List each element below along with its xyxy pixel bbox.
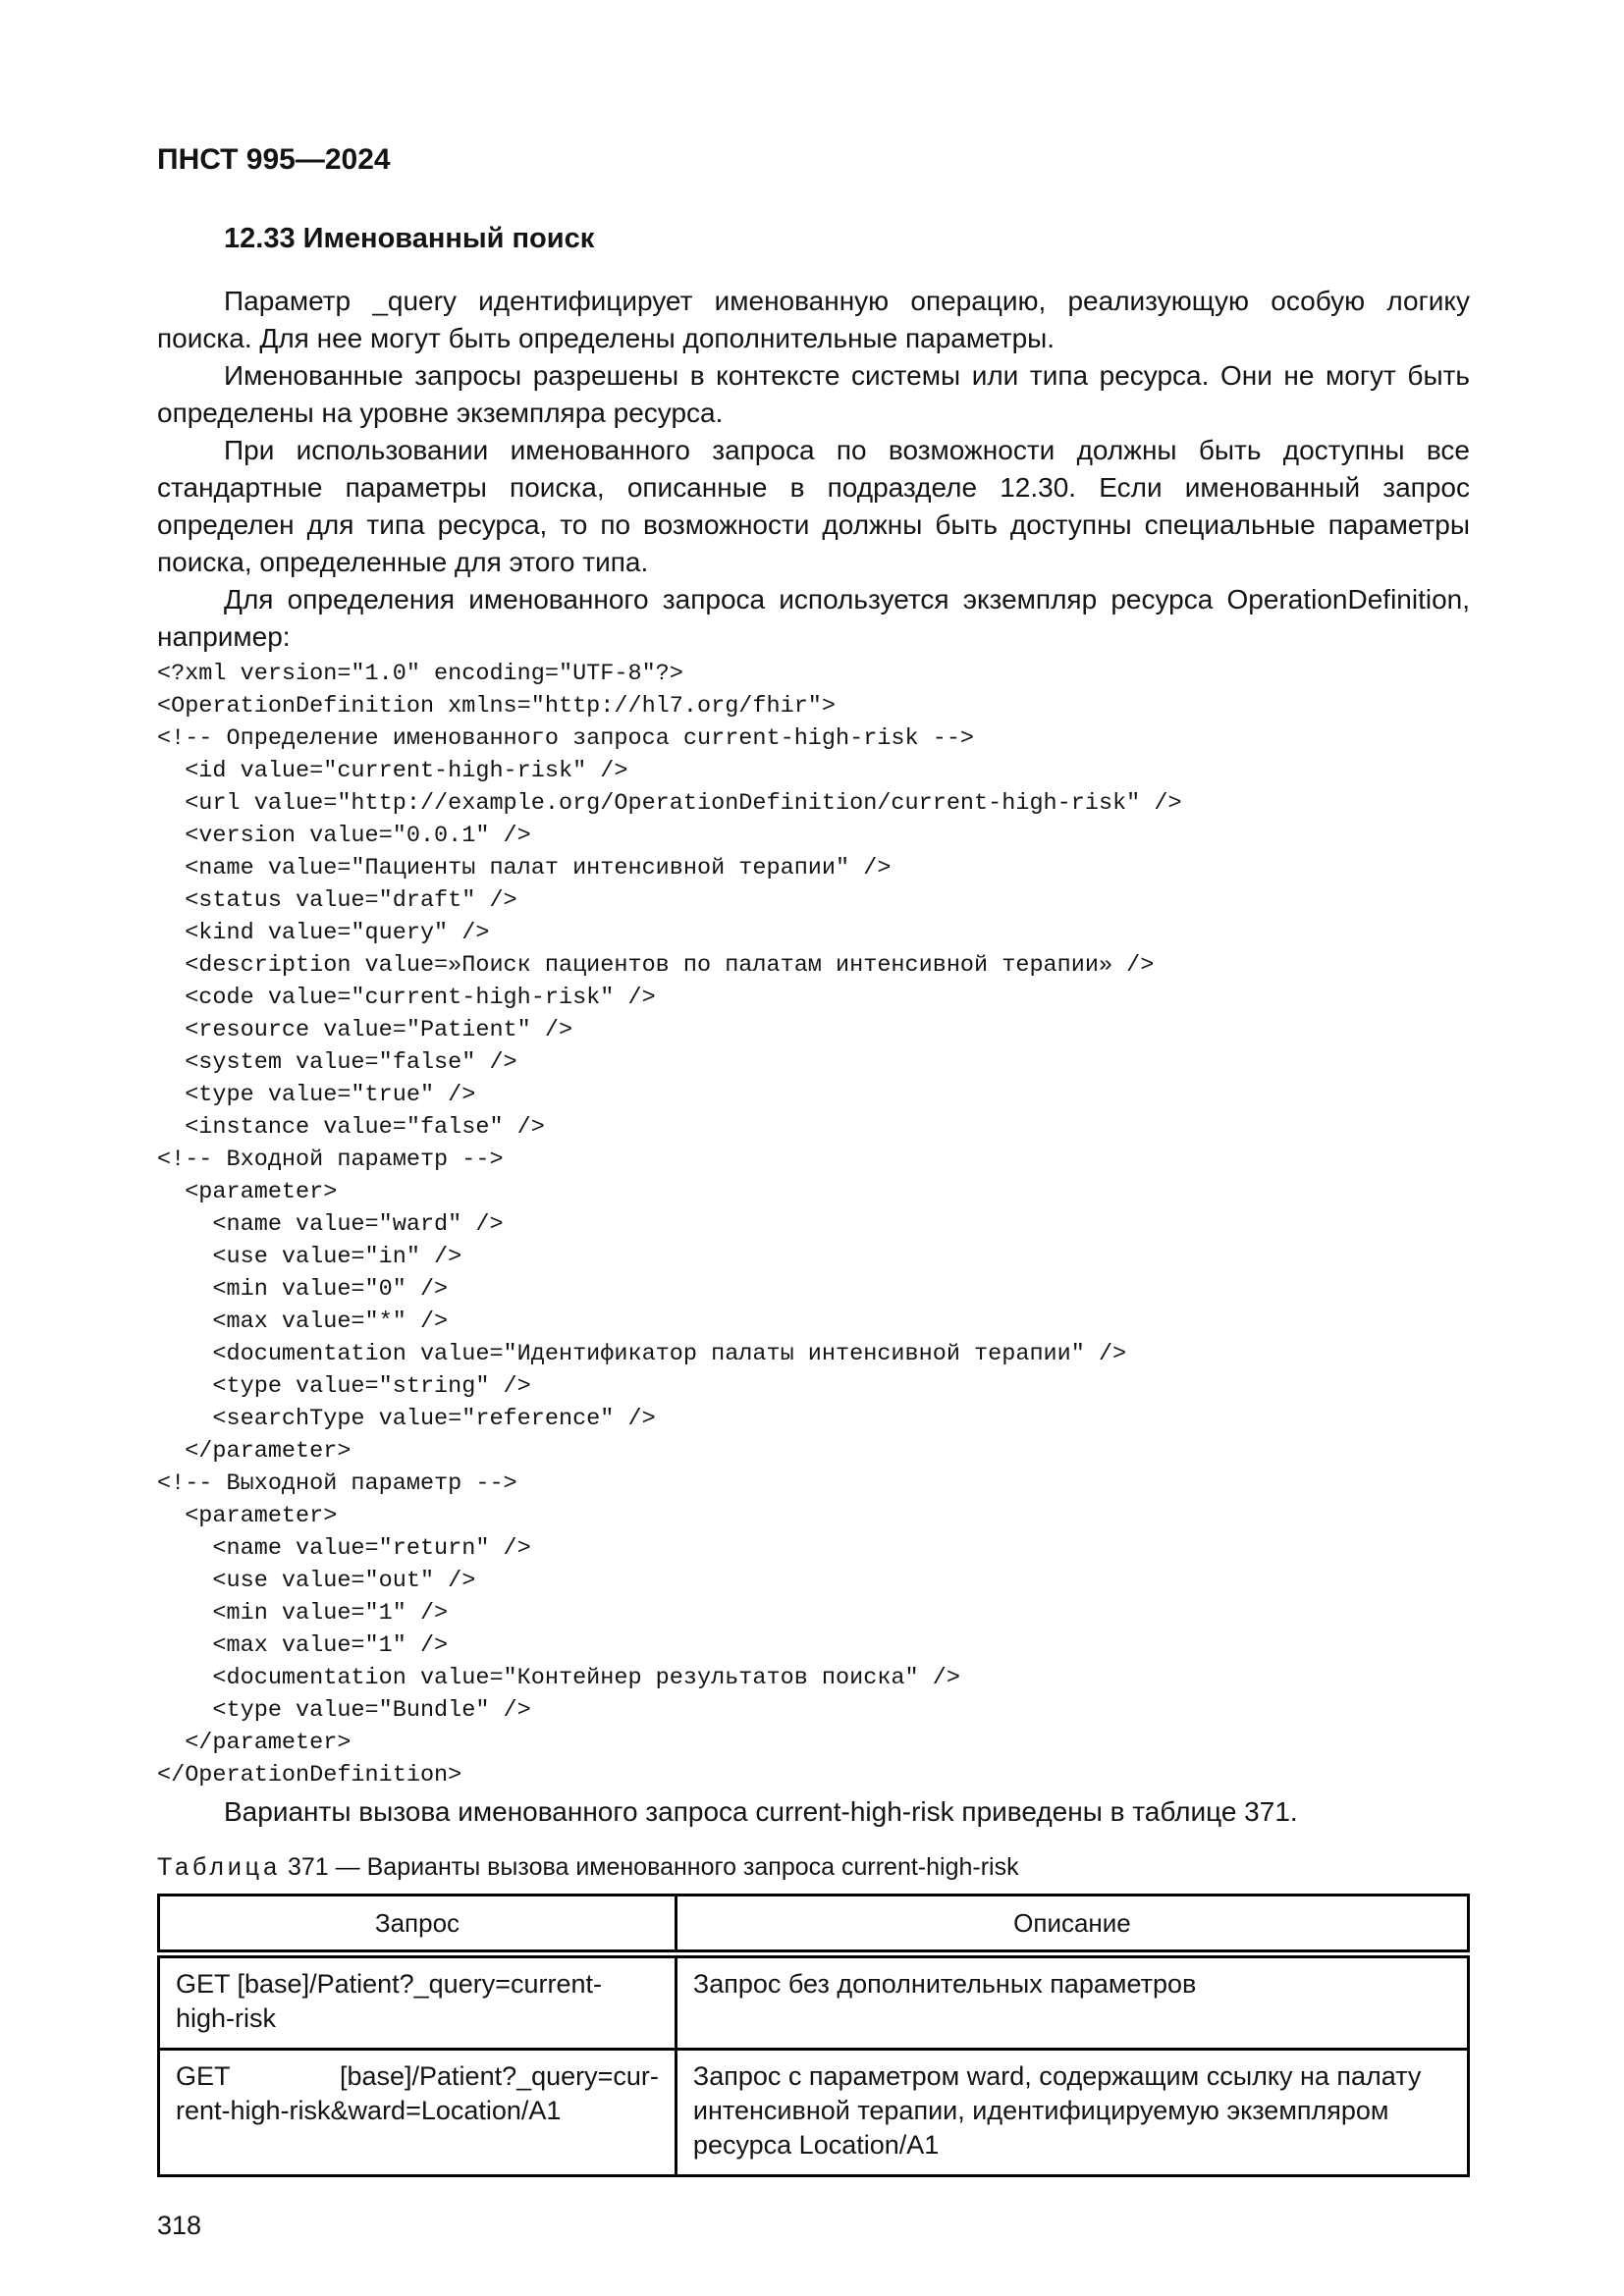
table-caption-number: 371 bbox=[287, 1853, 329, 1881]
code-line: <description value=»Поиск пациентов по палатам интенсивной терапии» /> bbox=[157, 952, 1155, 979]
code-line: <instance value="false" /> bbox=[157, 1114, 545, 1141]
column-header-query: Запрос bbox=[159, 1896, 677, 1954]
code-line: <type value="string" /> bbox=[157, 1373, 531, 1400]
code-line: <code value="current-high-risk" /> bbox=[157, 985, 656, 1011]
table-caption-text: Варианты вызова именованного запроса current-high-risk bbox=[366, 1853, 1019, 1881]
code-line: <url value="http://example.org/OperationDefinition/current-high-risk" /> bbox=[157, 790, 1182, 817]
code-line: <searchType value="reference" /> bbox=[157, 1406, 656, 1432]
code-line: <resource value="Patient" /> bbox=[157, 1017, 573, 1043]
code-line: <use value="out" /> bbox=[157, 1568, 476, 1594]
code-line: <OperationDefinition xmlns="http://hl7.org/fhir"> bbox=[157, 693, 837, 720]
code-line: <parameter> bbox=[157, 1503, 338, 1529]
code-line: <name value="return" /> bbox=[157, 1535, 531, 1562]
code-line: <?xml version="1.0" encoding="UTF-8"?> bbox=[157, 661, 683, 687]
code-line: <!-- Входной параметр --> bbox=[157, 1147, 504, 1173]
code-line: <!-- Определение именованного запроса current-high-risk --> bbox=[157, 725, 975, 752]
table-header-row bbox=[159, 1896, 1469, 1954]
code-line: <system value="false" /> bbox=[157, 1049, 517, 1076]
code-line: </parameter> bbox=[157, 1438, 352, 1465]
paragraph-4: Для определения именованного запроса используется экземпляр ресурса OperationDefinition, например: bbox=[157, 584, 1470, 652]
code-line: <name value="ward" /> bbox=[157, 1211, 504, 1238]
code-line: <max value="*" /> bbox=[157, 1308, 449, 1335]
paragraph-2: Именованные запросы разрешены в контексте системы или типа ресурса. Они не могут быть определены на уровне экземпляра ресурса. bbox=[157, 360, 1470, 428]
table-caption-label: Таблица bbox=[157, 1853, 282, 1881]
code-line: <version value="0.0.1" /> bbox=[157, 823, 531, 849]
paragraph-1: Параметр _query идентифицирует именованную операцию, реализующую особую логику поиска. Для нее могут быть определены дополнительные параметры. bbox=[157, 286, 1470, 353]
closing-paragraph: Варианты вызова именованного запроса current-high-risk приведены в таблице 371. bbox=[224, 1796, 1298, 1827]
document-code: ПНСТ 995—2024 bbox=[157, 143, 391, 176]
cell-query-1: GET [base]/Patient?_query=current-high-risk bbox=[159, 1954, 677, 2050]
code-line: <kind value="query" /> bbox=[157, 920, 490, 946]
cell-description-2: Запрос с параметром ward, содержащим ссылку на палату интенсивной терапии, идентифицируемую экземпляром ресурса Location/A1 bbox=[676, 2050, 1468, 2176]
section-heading: 12.33 Именованный поиск bbox=[224, 223, 595, 254]
code-line: <status value="draft" /> bbox=[157, 887, 517, 914]
table-caption-dash: — bbox=[335, 1853, 360, 1881]
code-line: <!-- Выходной параметр --> bbox=[157, 1470, 517, 1497]
cell-description-1: Запрос без дополнительных параметров bbox=[676, 1954, 1468, 2050]
cell-query-2 bbox=[159, 2050, 677, 2176]
query-line-1: GET [base]/Patient?_query=cur- bbox=[176, 2061, 659, 2091]
code-line: <use value="in" /> bbox=[157, 1244, 462, 1270]
code-line: <documentation value="Контейнер результатов поиска" /> bbox=[157, 1665, 960, 1691]
column-header-description: Описание bbox=[676, 1896, 1468, 1954]
query-line-2: rent-high-risk&ward=Location/A1 bbox=[176, 2096, 562, 2125]
table-row bbox=[159, 1954, 1469, 2050]
code-line: <type value="true" /> bbox=[157, 1082, 476, 1108]
table-caption bbox=[157, 1852, 1470, 1882]
code-line: <parameter> bbox=[157, 1179, 338, 1205]
code-line: <min value="1" /> bbox=[157, 1600, 449, 1627]
code-line: <max value="1" /> bbox=[157, 1632, 449, 1659]
paragraph-3: При использовании именованного запроса по возможности должны быть доступны все стандартные параметры поиска, описанные в подразделе 12.30. Если именованный запрос определен для типа ресурса, то по возможности должны быть доступны специальные параметры поиска, определенные для этого типа. bbox=[157, 435, 1470, 577]
code-line: <min value="0" /> bbox=[157, 1276, 449, 1303]
code-line: </OperationDefinition> bbox=[157, 1762, 462, 1789]
code-line: </parameter> bbox=[157, 1730, 352, 1756]
table-row bbox=[159, 2050, 1469, 2176]
table-371 bbox=[157, 1894, 1470, 2177]
page-number: 318 bbox=[157, 2211, 202, 2240]
code-line: <documentation value="Идентификатор палаты интенсивной терапии" /> bbox=[157, 1341, 1127, 1367]
xml-code-block bbox=[157, 658, 1470, 1791]
code-line: <name value="Пациенты палат интенсивной терапии" /> bbox=[157, 855, 892, 881]
code-line: <type value="Bundle" /> bbox=[157, 1697, 531, 1724]
code-line: <id value="current-high-risk" /> bbox=[157, 758, 628, 784]
